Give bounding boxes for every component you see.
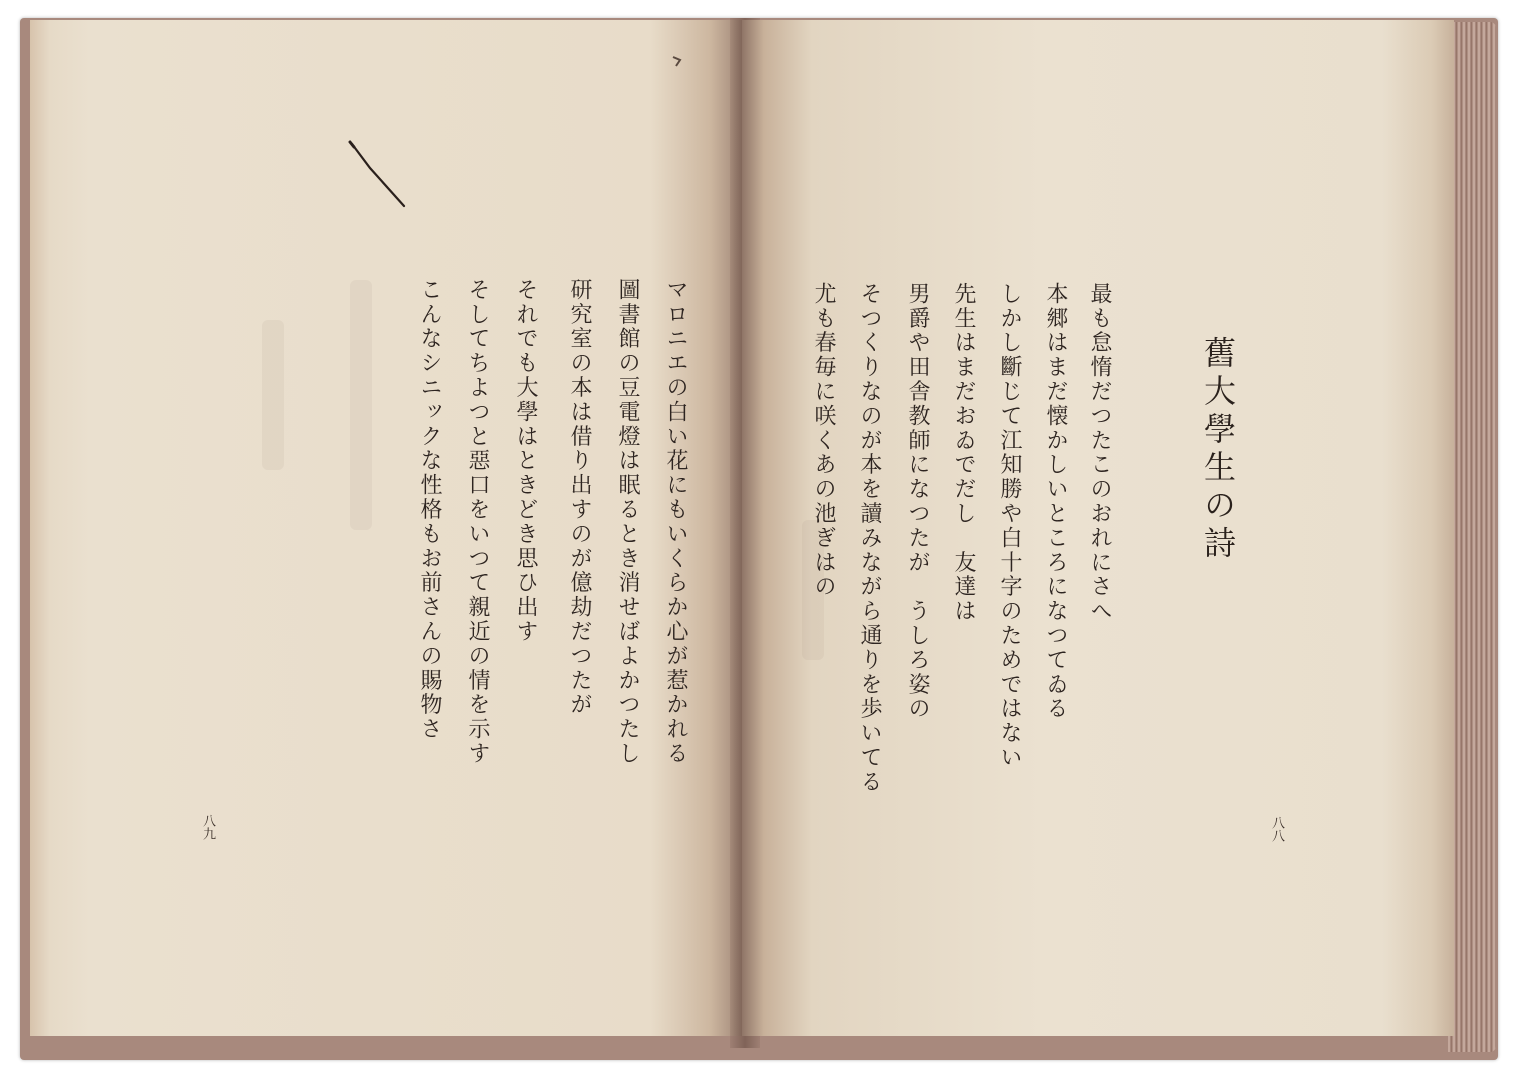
poem-line: 先生はまだおゐでだし 友達は bbox=[951, 282, 976, 624]
poem-line: 本郷はまだ懐かしいところになつてゐる bbox=[1043, 282, 1068, 722]
poem-line: マロニエの白い花にもいくらか心が惹かれる bbox=[663, 278, 688, 766]
ink-speck-icon bbox=[670, 54, 684, 70]
poem-title: 舊大學生の詩 bbox=[1199, 336, 1237, 564]
page-number: 八九 bbox=[200, 814, 215, 840]
left-page bbox=[30, 20, 742, 1036]
page-edges bbox=[1448, 22, 1496, 1052]
poem-line: 研究室の本は借り出すのが億劫だつたが bbox=[567, 278, 592, 718]
right-page bbox=[742, 20, 1454, 1036]
poem-line: 尤も春毎に咲くあの池ぎはの bbox=[811, 282, 836, 600]
page-number: 八八 bbox=[1269, 816, 1284, 842]
poem-line: 男爵や田舎教師になつたが うしろ姿の bbox=[905, 282, 930, 722]
poem-line: そしてちよつと惡口をいつて親近の情を示す bbox=[465, 278, 490, 766]
show-through-smudge bbox=[262, 320, 284, 470]
poem-line: それでも大學はときどき思ひ出す bbox=[513, 278, 538, 644]
poem-line: こんなシニックな性格もお前さんの賜物さ bbox=[417, 278, 442, 742]
poem-line: しかし斷じて江知勝や白十字のためではない bbox=[997, 282, 1022, 770]
poem-line: 最も怠惰だつたこのおれにさへ bbox=[1087, 282, 1112, 624]
poem-line: 圖書館の豆電燈は眠るとき消せばよかつたし bbox=[615, 278, 640, 766]
show-through-smudge bbox=[350, 280, 372, 530]
pencil-mark-icon bbox=[348, 138, 408, 213]
poem-line: そつくりなのが本を讀みながら通りを歩いてる bbox=[857, 282, 882, 795]
